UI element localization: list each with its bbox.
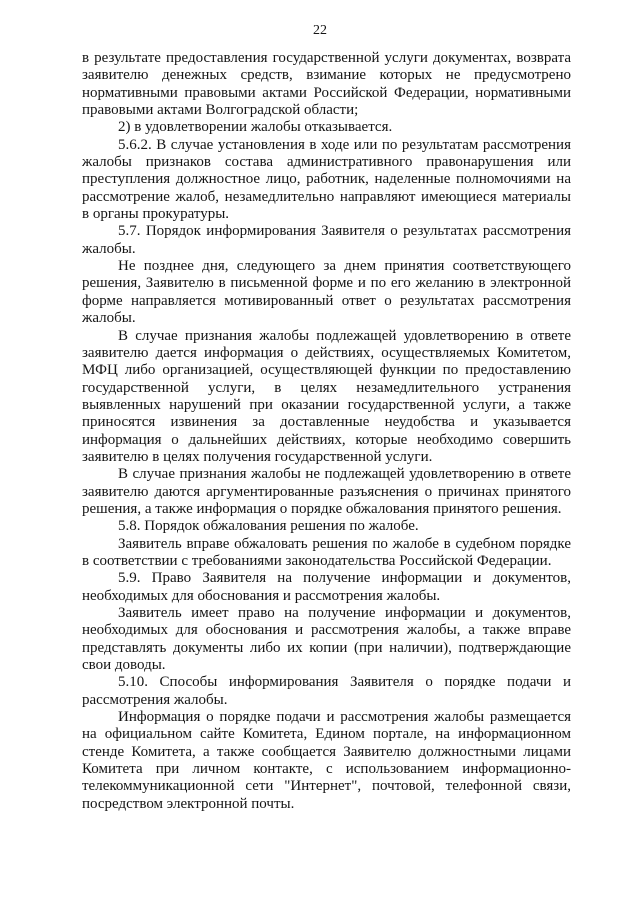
- section-heading-5-10: 5.10. Способы информирования Заявителя о порядке подачи и рассмотрения жалобы.: [82, 674, 571, 708]
- section-heading-5-8: 5.8. Порядок обжалования решения по жалобе.: [118, 518, 419, 535]
- paragraph-complaint-satisfied: В случае признания жалобы подлежащей удовлетворению в ответе заявителю дается информация о действиях, осуществляемых Комитетом, МФЦ либо организацией, осуществляющей функции по предоставлению государственной услуги, в целях незамедлительного устранения выявленных нарушений при оказании государственной услуги, а также приносятся извинения за доставленные неудобства и указывается информация о дальнейших действиях, которые необходимо совершить заявителю в целях получения государственной услуги.: [82, 327, 571, 465]
- paragraph-response-deadline: Не позднее дня, следующего за днем принятия соответствующего решения, Заявителю в письменной форме и по его желанию в электронной форме направляется мотивированный ответ о результатах рассмотрения жалобы.: [82, 258, 571, 327]
- paragraph-5-6-2: 5.6.2. В случае установления в ходе или по результатам рассмотрения жалобы признаков состава административного правонарушения или преступления должностное лицо, работник, наделенные полномочиями на рассмотрение жалоб, незамедлительно направляют имеющиеся материалы в органы прокуратуры.: [82, 136, 571, 223]
- paragraph-information-channels: Информация о порядке подачи и рассмотрения жалобы размещается на официальном сайте Комитета, Едином портале, на информационном стенде Комитета, а также сообщается Заявителю должностными лицами Комитета при личном контакте, с использованием информационно-телекоммуникационной сети "Интернет", почтовой, телефонной связи, посредством электронной почты.: [82, 709, 571, 812]
- section-heading-5-9: 5.9. Право Заявителя на получение информации и документов, необходимых для обоснования и рассмотрения жалобы.: [82, 570, 571, 604]
- section-heading-5-7: 5.7. Порядок информирования Заявителя о результатах рассмотрения жалобы.: [82, 223, 571, 257]
- paragraph-complaint-not-satisfied: В случае признания жалобы не подлежащей удовлетворению в ответе заявителю даются аргументированные разъяснения о причинах принятого решения, а также информация о порядке обжалования принятого решения.: [82, 466, 571, 517]
- page-number: 22: [313, 23, 327, 38]
- body-text: [82, 50, 571, 813]
- paragraph-right-to-information: Заявитель имеет право на получение информации и документов, необходимых для обоснования и рассмотрения жалобы, а также вправе представлять документы либо их копии (при наличии), подтверждающие свои доводы.: [82, 605, 571, 674]
- paragraph-court-appeal: Заявитель вправе обжаловать решения по жалобе в судебном порядке в соответствии с требованиями законодательства Российской Федерации.: [82, 535, 571, 569]
- paragraph-refund-continuation: в результате предоставления государственной услуги документах, возврата заявителю денежных средств, взимание которых не предусмотрено нормативными правовыми актами Российской Федерации, нормативными правовыми актами Волгоградской области;: [82, 50, 571, 119]
- paragraph-complaint-rejected: 2) в удовлетворении жалобы отказывается.: [118, 119, 393, 136]
